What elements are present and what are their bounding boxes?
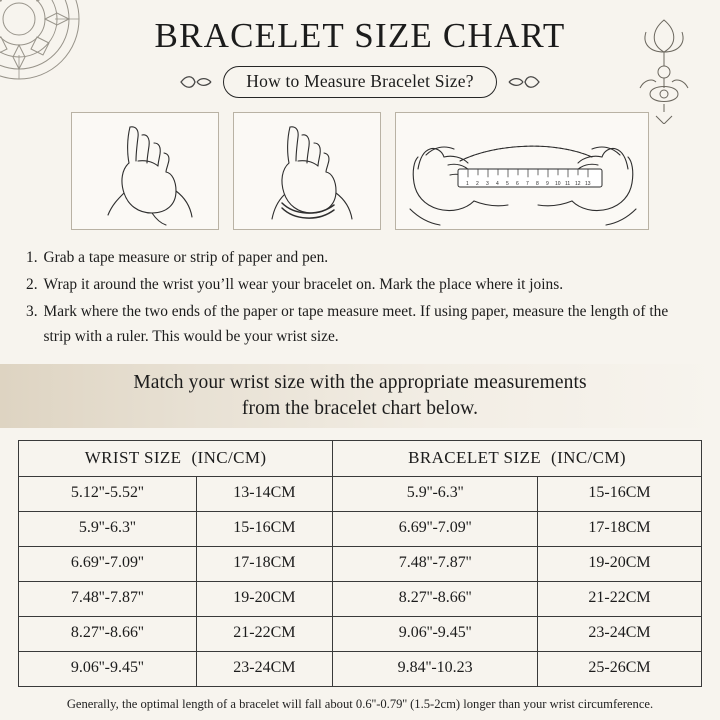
step-item xyxy=(26,273,694,298)
hand-with-tape-start-icon xyxy=(72,113,220,231)
cell-wrist-inch: 9.06''-9.45'' xyxy=(19,651,197,686)
svg-text:11: 11 xyxy=(565,181,571,187)
table-header-row xyxy=(19,440,702,476)
hand-with-tape-wrapped-icon xyxy=(234,113,382,231)
subtitle-pill: How to Measure Bracelet Size? xyxy=(223,66,496,98)
table-row xyxy=(19,511,702,546)
illustration-hand-with-tape-start xyxy=(71,112,219,230)
step-text: Wrap it around the wrist you’ll wear your bracelet on. Mark the place where it joins. xyxy=(43,275,564,293)
illustration-row xyxy=(0,112,720,230)
cell-bracelet-cm: 19-20CM xyxy=(538,546,702,581)
table-row xyxy=(19,581,702,616)
cell-wrist-inch: 7.48''-7.87'' xyxy=(19,581,197,616)
cell-wrist-cm: 19-20CM xyxy=(196,581,333,616)
cell-bracelet-inch: 5.9''-6.3'' xyxy=(333,476,538,511)
cell-wrist-cm: 17-18CM xyxy=(196,546,333,581)
step-item xyxy=(26,246,694,271)
cell-wrist-inch: 5.12''-5.52'' xyxy=(19,476,197,511)
cell-bracelet-inch: 8.27''-8.66'' xyxy=(333,581,538,616)
svg-text:5: 5 xyxy=(506,181,509,187)
measurement-steps xyxy=(26,246,694,350)
cell-wrist-cm: 13-14CM xyxy=(196,476,333,511)
wrist-size-label: WRIST SIZE xyxy=(84,447,182,467)
cell-bracelet-inch: 6.69''-7.09'' xyxy=(333,511,538,546)
cell-bracelet-inch: 9.84''-10.23 xyxy=(333,651,538,686)
cell-wrist-inch: 6.69''-7.09'' xyxy=(19,546,197,581)
table-row xyxy=(19,476,702,511)
match-size-banner xyxy=(0,364,720,428)
cell-bracelet-cm: 23-24CM xyxy=(538,616,702,651)
svg-text:7: 7 xyxy=(526,181,529,187)
footnote-text: Generally, the optimal length of a bracelet will fall about 0.6''-0.79'' (1.5-2cm) longer than your wrist circumference. xyxy=(66,696,654,711)
banner-line-2: from the bracelet chart below. xyxy=(241,397,479,419)
bracelet-size-label: BRACELET SIZE xyxy=(408,447,542,467)
svg-text:3: 3 xyxy=(486,181,489,187)
step-number: 1. xyxy=(26,249,38,266)
cell-wrist-cm: 15-16CM xyxy=(196,511,333,546)
cell-wrist-cm: 21-22CM xyxy=(196,616,333,651)
wrist-size-header xyxy=(19,440,333,476)
svg-text:4: 4 xyxy=(496,181,499,187)
subtitle-row xyxy=(0,66,720,98)
step-number: 3. xyxy=(26,302,38,320)
cell-wrist-inch: 8.27''-8.66'' xyxy=(19,616,197,651)
size-table-wrapper xyxy=(18,440,702,687)
cell-bracelet-cm: 25-26CM xyxy=(538,651,702,686)
wrist-size-unit: (INC/CM) xyxy=(191,447,267,467)
cell-bracelet-cm: 17-18CM xyxy=(538,511,702,546)
illustration-hands-measuring-with-ruler xyxy=(395,112,649,230)
cell-bracelet-cm: 15-16CM xyxy=(538,476,702,511)
bracelet-size-unit: (INC/CM) xyxy=(551,447,626,467)
cell-bracelet-inch: 7.48''-7.87'' xyxy=(333,546,538,581)
step-text: Mark where the two ends of the paper or tape measure meet. If using paper, measure the length of the strip with a ruler. This would be your wrist size. xyxy=(43,302,669,345)
page-title: BRACELET SIZE CHART xyxy=(154,16,566,55)
hands-measuring-strip-with-ruler-icon xyxy=(396,113,650,231)
svg-text:1: 1 xyxy=(466,181,469,187)
svg-text:10: 10 xyxy=(555,181,561,187)
step-item xyxy=(26,300,694,350)
svg-text:13: 13 xyxy=(585,181,591,187)
table-row xyxy=(19,546,702,581)
size-table xyxy=(18,440,702,687)
illustration-hand-with-tape-wrapped xyxy=(233,112,381,230)
bracelet-size-header xyxy=(333,440,702,476)
step-text: Grab a tape measure or strip of paper and pen. xyxy=(43,249,329,266)
svg-text:12: 12 xyxy=(575,181,581,187)
cell-bracelet-cm: 21-22CM xyxy=(538,581,702,616)
step-number: 2. xyxy=(26,275,38,293)
flourish-right-icon xyxy=(507,72,541,92)
svg-text:8: 8 xyxy=(536,181,539,187)
flourish-left-icon xyxy=(179,72,213,92)
table-row xyxy=(19,651,702,686)
cell-wrist-inch: 5.9''-6.3'' xyxy=(19,511,197,546)
banner-line-1: Match your wrist size with the appropriate measurements xyxy=(133,371,587,393)
svg-text:9: 9 xyxy=(546,181,549,187)
table-row xyxy=(19,616,702,651)
svg-text:2: 2 xyxy=(476,181,479,187)
svg-text:6: 6 xyxy=(516,181,519,187)
cell-bracelet-inch: 9.06''-9.45'' xyxy=(333,616,538,651)
cell-wrist-cm: 23-24CM xyxy=(196,651,333,686)
